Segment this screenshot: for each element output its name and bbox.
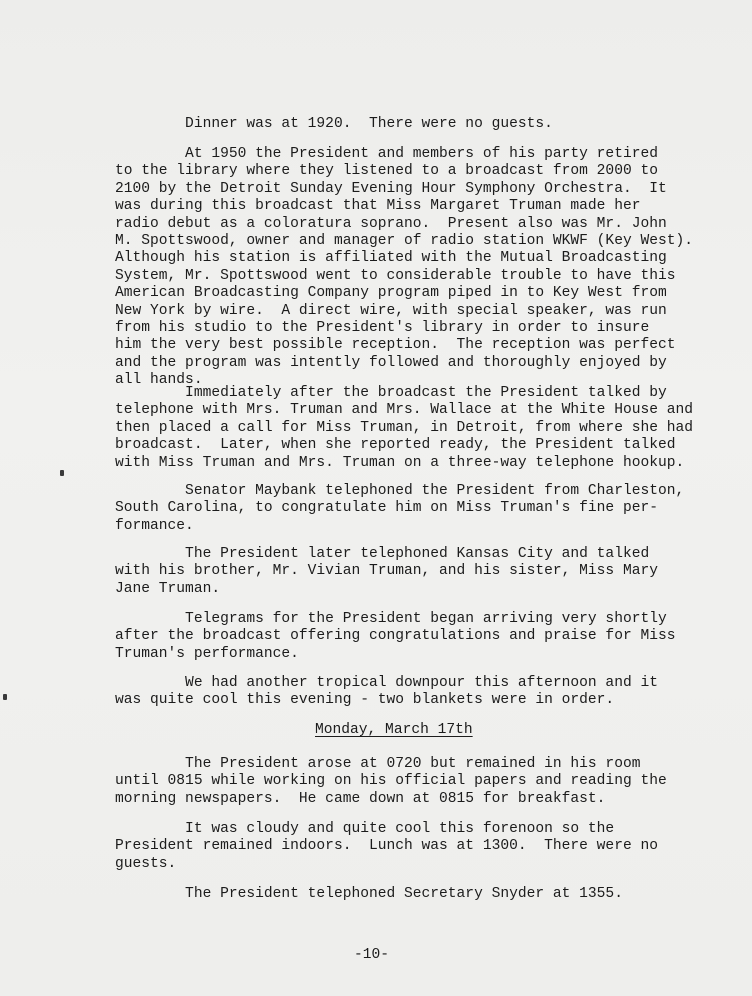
paragraph-line: morning newspapers. He came down at 0815 for breakfast.	[115, 790, 606, 807]
paragraph-line: Although his station is affiliated with the Mutual Broadcasting	[115, 250, 667, 267]
paragraph-line: South Carolina, to congratulate him on Miss Truman's fine per-	[115, 500, 658, 517]
paragraph-line: At 1950 the President and members of his party retired	[115, 146, 658, 162]
paragraph-line: with his brother, Mr. Vivian Truman, and his sister, Miss Mary	[115, 563, 658, 580]
paragraph-line: It was cloudy and quite cool this forenoon so the	[115, 821, 615, 837]
paragraph-line: was during this broadcast that Miss Margaret Truman made her	[115, 198, 641, 215]
paragraph-line: New York by wire. A direct wire, with special speaker, was run	[115, 302, 667, 319]
paragraph-line: System, Mr. Spottswood went to considerable trouble to have this	[115, 267, 676, 284]
paragraph-line: M. Spottswood, owner and manager of radio station WKWF (Key West).	[115, 233, 694, 249]
paragraph-line: and the program was intently followed and thoroughly enjoyed by	[115, 354, 667, 371]
date-heading: Monday, March 17th	[315, 722, 473, 738]
paragraph-line: him the very best possible reception. The reception was perfect	[115, 337, 676, 354]
paragraph-line: Truman's performance.	[115, 645, 299, 662]
paragraph-line: formance.	[115, 517, 194, 534]
paragraph-line: 2100 by the Detroit Sunday Evening Hour Symphony Orchestra. It	[115, 180, 667, 197]
paragraph-line: guests.	[115, 855, 177, 872]
paragraph-line: broadcast. Later, when she reported ready, the President talked	[115, 437, 676, 454]
paragraph-line: after the broadcast offering congratulations and praise for Miss	[115, 628, 676, 645]
margin-mark	[3, 694, 7, 700]
paragraph-line: The President arose at 0720 but remained in his room	[115, 756, 641, 772]
paragraph-line: to the library where they listened to a broadcast from 2000 to	[115, 163, 658, 180]
paragraph-line: was quite cool this evening - two blankets were in order.	[115, 692, 615, 709]
paragraph-line: The President telephoned Secretary Snyder at 1355.	[115, 886, 623, 902]
paragraph-line: from his studio to the President's library in order to insure	[115, 320, 650, 336]
paragraph-line: telephone with Mrs. Truman and Mrs. Wallace at the White House and	[115, 402, 694, 419]
paragraph-line: Jane Truman.	[115, 580, 221, 597]
paragraph-line: all hands.	[115, 372, 203, 389]
paragraph-line: then placed a call for Miss Truman, in Detroit, from where she had	[115, 419, 694, 436]
paragraph-line: American Broadcasting Company program piped in to Key West from	[115, 285, 667, 302]
paragraph-line: Senator Maybank telephoned the President from Charleston,	[115, 483, 685, 499]
paragraph-line: President remained indoors. Lunch was at 1300. There were no	[115, 838, 658, 855]
page-number: -10-	[354, 947, 390, 963]
margin-mark	[60, 470, 64, 476]
paragraph-line: Immediately after the broadcast the President talked by	[115, 385, 667, 401]
paragraph-line: We had another tropical downpour this afternoon and it	[115, 675, 658, 691]
paragraph-line: Dinner was at 1920. There were no guests.	[115, 116, 553, 132]
paragraph-line: radio debut as a coloratura soprano. Present also was Mr. John	[115, 215, 667, 232]
paragraph-line: until 0815 while working on his official papers and reading the	[115, 773, 667, 790]
paragraph-line: Telegrams for the President began arriving very shortly	[115, 611, 667, 627]
paragraph-line: The President later telephoned Kansas City and talked	[115, 546, 650, 562]
paragraph-line: with Miss Truman and Mrs. Truman on a three-way telephone hookup.	[115, 454, 685, 471]
